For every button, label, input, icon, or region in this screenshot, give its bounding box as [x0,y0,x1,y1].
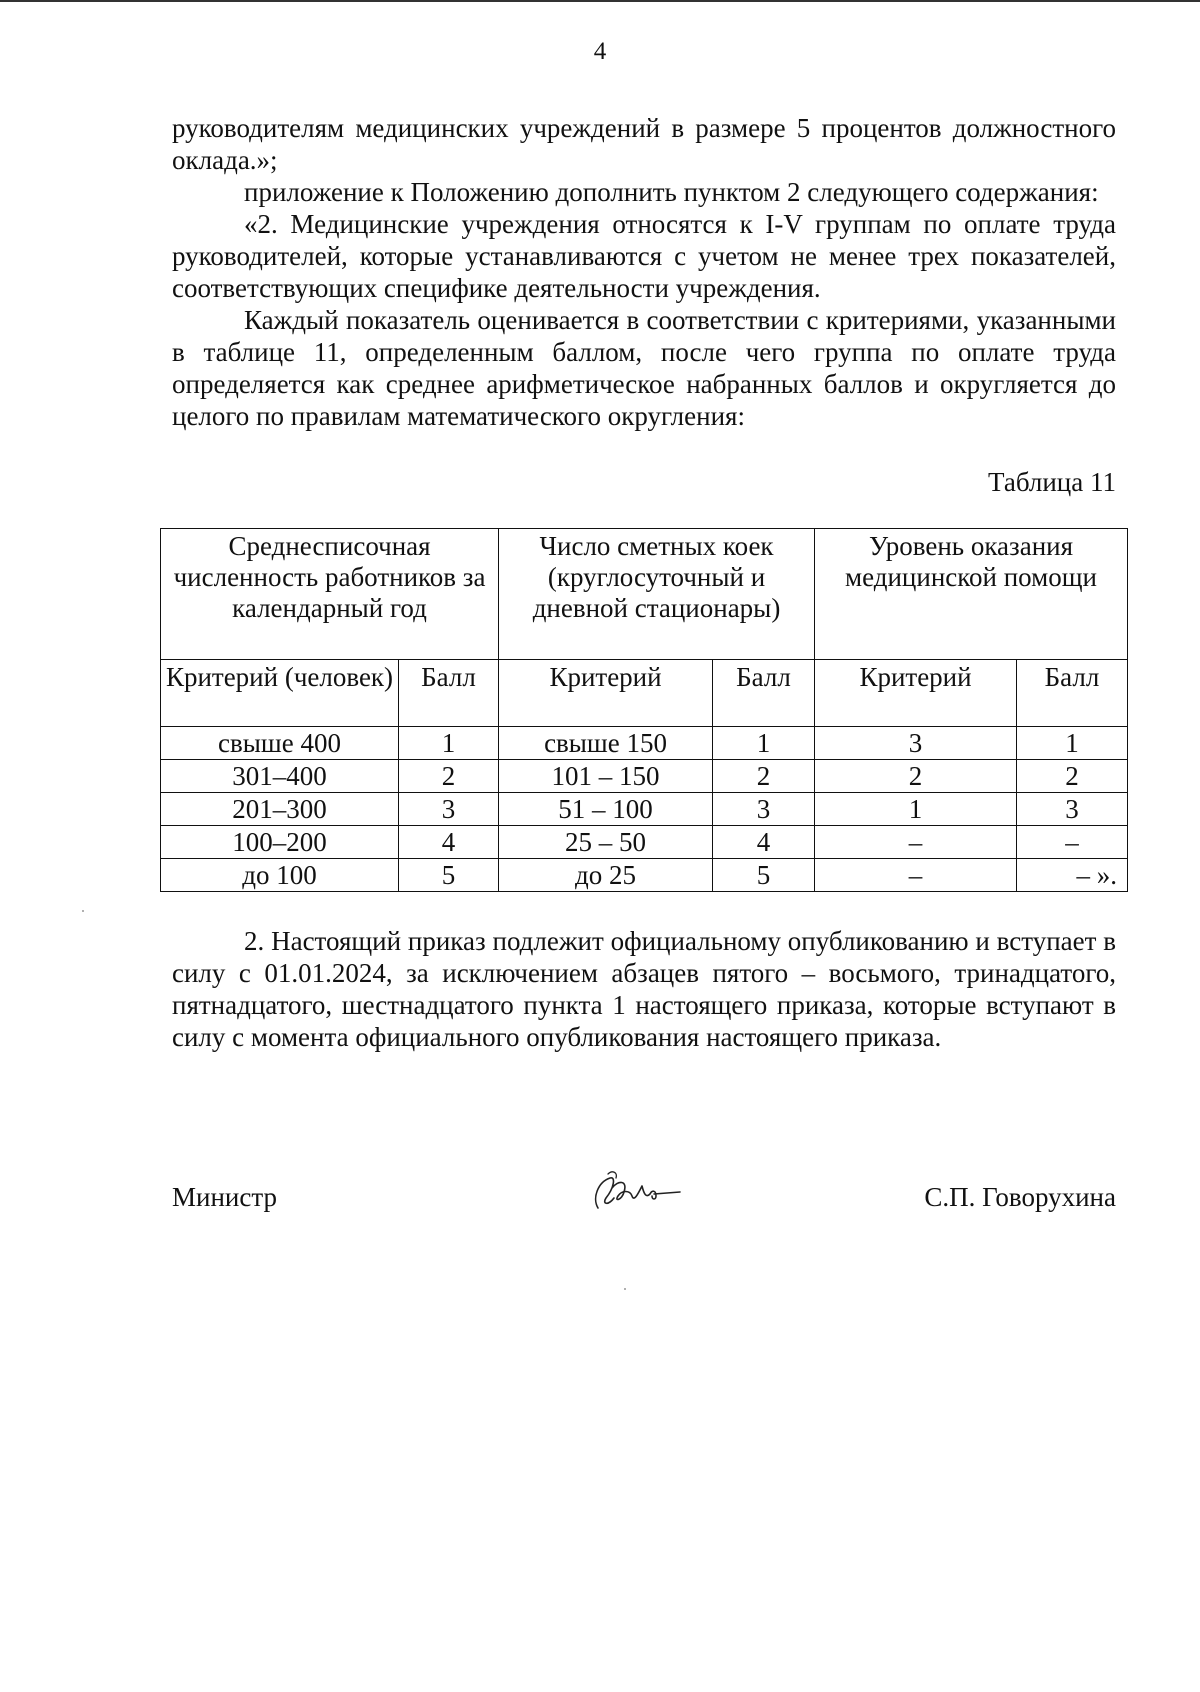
table-cell: 3 [815,727,1017,760]
table-cell: – ». [1017,859,1128,892]
table-cell: свыше 150 [499,727,713,760]
scan-speck [82,910,84,912]
table-cell: 4 [399,826,499,859]
table-row [161,859,1128,892]
table-cell: свыше 400 [161,727,399,760]
group-header-beds: Число сметных коек (круглосуточный и дневной стационары) [499,529,815,660]
paragraph-4: Каждый показатель оценивается в соответствии с критериями, указанными в таблице 11, определенным баллом, после чего группа по оплате труда определяется как среднее арифметическое набранных баллов и округляется до целого по правилам математического округления: [172,305,1116,431]
sub-header-criterion: Критерий [499,660,713,727]
table-row [161,760,1128,793]
sub-header-criterion: Критерий [815,660,1017,727]
sub-header-score: Балл [399,660,499,727]
paragraph-2: приложение к Положению дополнить пунктом 2 следующего содержания: [244,177,1099,207]
table-cell: 51 – 100 [499,793,713,826]
table-cell: 2 [713,760,815,793]
table-row [161,727,1128,760]
sub-header-score: Балл [713,660,815,727]
table-cell: 4 [713,826,815,859]
table-cell: 2 [399,760,499,793]
paragraph-3: «2. Медицинские учреждения относятся к I-V группам по оплате труда руководителей, которые устанавливаются с учетом не менее трех показателей, соответствующих специфике деятельности учреждения. [172,209,1116,303]
table-cell: 201–300 [161,793,399,826]
table-row [161,793,1128,826]
table-group-header-row [161,529,1128,660]
table-cell: 3 [1017,793,1128,826]
table-cell: 3 [399,793,499,826]
page-number: 4 [593,38,607,65]
table-cell: 3 [713,793,815,826]
paragraph-1: руководителям медицинских учреждений в размере 5 процентов должностного оклада.»; [172,113,1116,175]
table-cell: до 25 [499,859,713,892]
group-header-care-level: Уровень оказания медицинской помощи [815,529,1128,660]
body-text-top [172,112,1116,432]
table-cell: – [1017,826,1128,859]
signature-block [172,1168,1116,1228]
signatory-name: С.П. Говорухина [924,1182,1116,1212]
table-cell: 1 [399,727,499,760]
table-cell: 100–200 [161,826,399,859]
table-row [161,826,1128,859]
closing-paragraph: 2. Настоящий приказ подлежит официальному опубликованию и вступает в силу с 01.01.2024, за исключением абзацев пятого – восьмого, тринадцатого, пятнадцатого, шестнадцатого пункта 1 настоящего приказа, которые вступают в силу с момента официального опубликования настоящего приказа. [172,926,1116,1052]
criteria-table [160,528,1128,892]
table-cell: 1 [713,727,815,760]
body-text-bottom [172,925,1116,1053]
table-cell: до 100 [161,859,399,892]
table-caption: Таблица 11 [988,467,1116,497]
table-cell: 1 [1017,727,1128,760]
sub-header-score: Балл [1017,660,1128,727]
group-header-staff: Среднесписочная численность работников за календарный год [161,529,499,660]
handwritten-signature [584,1168,684,1218]
table-cell: – [815,826,1017,859]
table-cell: – [815,859,1017,892]
table-sub-header-row [161,660,1128,727]
table-cell: 25 – 50 [499,826,713,859]
table-cell: 5 [399,859,499,892]
table-cell: 101 – 150 [499,760,713,793]
scan-speck [624,1288,626,1290]
table-cell: 2 [815,760,1017,793]
scan-top-edge [0,0,1200,2]
sub-header-criterion: Критерий (человек) [161,660,399,727]
table-cell: 301–400 [161,760,399,793]
table-cell: 1 [815,793,1017,826]
table-cell: 5 [713,859,815,892]
signatory-role: Министр [172,1182,277,1212]
table-cell: 2 [1017,760,1128,793]
